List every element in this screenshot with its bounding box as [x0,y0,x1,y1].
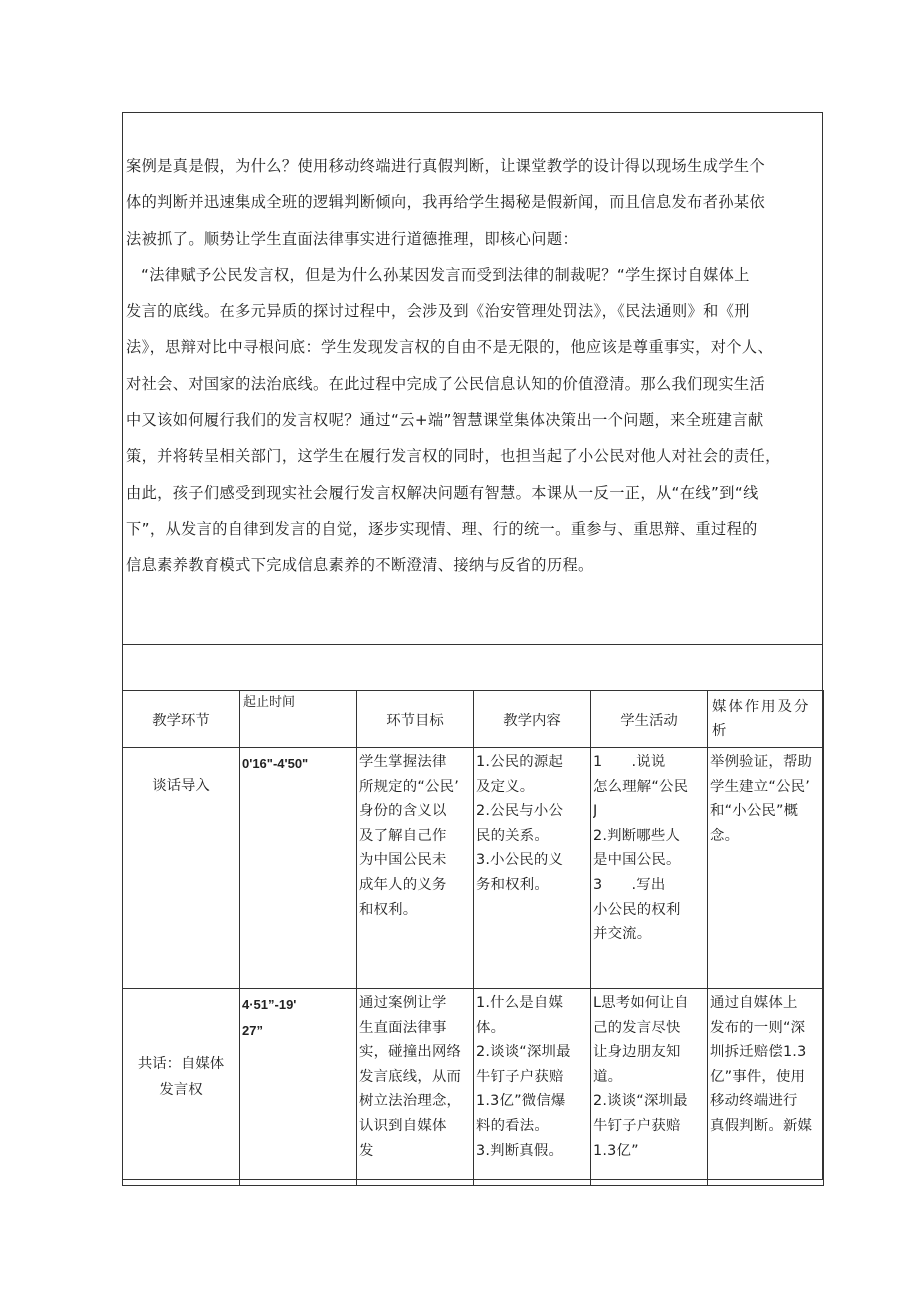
cell-line: 民的关系。 [476,827,549,844]
cell-line: 通过自媒体上 [710,995,798,1011]
paragraph-line: 下”，从发言的自律到发言的自觉，逐步实现情、理、行的统一。重参与、重思辩、重过程的 [126,519,758,538]
cell-line: 1.3亿” [593,1142,639,1159]
cell-line: 真假判断。新媒 [710,1117,813,1134]
cell-line: 发 [359,1142,374,1159]
header-cell: 媒体作用及分析 [708,691,824,748]
cell-line: 1.3亿”微信爆 [476,1093,566,1110]
cell-line: 2.谈谈“深圳最 [476,1044,571,1061]
header-cell: 环节目标 [357,691,474,748]
cell-line: 和“小公民”概 [710,803,799,820]
cell-line: 所规定的“公民’ [359,778,459,795]
cell-line: 实，碰撞出网络 [359,1044,462,1061]
cell-line: 举例验证，帮助 [710,754,813,770]
media-cell [708,748,824,989]
time-line: 0'16"-4'50" [242,756,309,771]
cell-line: L思考如何让自 [593,995,689,1011]
content-cell [474,748,591,989]
time-cell [240,989,357,1186]
cell-line: 1 .说说 [593,754,666,770]
header-cell: 教学内容 [474,691,591,748]
cell-line: 是中国公民。 [593,852,681,869]
cell-line: 并交流。 [593,926,652,943]
cell-line: 学生建立“公民’ [710,778,810,795]
header-cell: 起止时间 [240,691,357,748]
lesson-table [122,690,824,1186]
cell-line: 身份的含义以 [359,803,447,820]
cell-line: 学生掌握法律 [359,754,447,770]
activity-cell [591,748,708,989]
cell-line: 2.公民与小公 [476,803,564,820]
cell-line: 为中国公民未 [359,852,447,869]
goal-cell [357,989,474,1186]
paragraph-line: 体的判断并迅速集成全班的逻辑判断倾向，我再给学生揭秘是假新闻，而且信息发布者孙某依 [126,193,766,212]
cell-line: 发言底线，从而 [359,1068,462,1085]
paragraph-line: 法被抓了。顺势让学生直面法律事实进行道德推理，即核心问题： [126,229,579,248]
section-divider [122,644,823,645]
cell-line: 亿”事件，使用 [710,1068,806,1085]
cell-line: 圳拆迁赔偿1.3 [710,1044,807,1061]
content-cell [474,989,591,1186]
goal-cell [357,748,474,989]
header-cell: 学生活动 [591,691,708,748]
paragraph-line: 中又该如何履行我们的发言权呢？通过“云+端”智慧课堂集体决策出一个问题，来全班建言献 [126,411,764,430]
header-cell: 教学环节 [123,691,240,748]
paragraph-line: 发言的底线。在多元异质的探讨过程中，会涉及到《治安管理处罚法》，《民法通则》和《刑 [126,302,750,321]
cell-line: 及定义。 [476,778,535,795]
cell-line: 树立法治理念， [359,1093,462,1110]
cell-line: 通过案例让学 [359,995,447,1011]
stage-cell: 谈话导入 [123,748,240,989]
time-line: 4·51”-19' [242,997,297,1012]
body-paragraph [126,148,826,584]
time-cell [240,748,357,989]
cell-line: 料的看法。 [476,1117,549,1134]
cell-line: 3.判断真假。 [476,1142,564,1159]
paragraph-line: “法律赋予公民发言权，但是为什么孙某因发言而受到法律的制裁呢？“学生探讨自媒体上 [141,265,750,284]
cell-line: 1.公民的源起 [476,754,564,770]
paragraph-line: 对社会、对国家的法治底线。在此过程中完成了公民信息认知的价值澄清。那么我们现实生活 [126,374,766,393]
cell-line: 小公民的权利 [593,901,681,918]
activity-cell [591,989,708,1186]
cell-line: 务和权利。 [476,876,549,893]
cell-line: 道。 [593,1068,623,1085]
cell-line: 3.小公民的义 [476,852,564,869]
cell-line: 己的发言尽快 [593,1019,681,1036]
paragraph-line: 案例是真是假，为什么？使用移动终端进行真假判断，让课堂教学的设计得以现场生成学生个 [126,157,766,175]
paragraph-line: 信息素养教育模式下完成信息素养的不断澄清、接纳与反省的历程。 [126,556,594,575]
cell-line: 牛钉子户获赔 [593,1117,681,1134]
cell-line: 让身边朋友知 [593,1044,681,1061]
cell-line: 1.什么是自媒 [476,995,564,1011]
table-row [123,989,824,1186]
cell-line: 牛钉子户获赔 [476,1068,564,1085]
paragraph-line: 策，并将转呈相关部门，这学生在履行发言权的同时，也担当起了小公民对他人对社会的责任， [126,447,781,466]
cell-line: 认识到自媒体 [359,1117,447,1134]
cell-line: 生直面法律事 [359,1019,447,1036]
cell-line: 2.判断哪些人 [593,827,681,844]
table-row [123,748,824,989]
cell-line: J [593,803,598,820]
cell-line: 和权利。 [359,901,418,918]
cell-line: 共话：自媒体 [137,1056,225,1072]
media-cell [708,989,824,1186]
cell-line: 体。 [476,1019,506,1036]
cell-line: 念。 [710,827,740,844]
cell-line: 及了解自己作 [359,827,447,844]
cell-line: 2.谈谈“深圳最 [593,1093,688,1110]
cell-line: 成年人的义务 [359,876,447,893]
table-header-row [123,691,824,748]
paragraph-line: 法》，思辩对比中寻根问底：学生发现发言权的自由不是无限的，他应该是尊重事实，对个人、 [126,338,774,357]
paragraph-line: 由此，孩子们感受到现实社会履行发言权解决问题有智慧。本课从一反一正，从“在线”到“线 [126,483,759,502]
cell-line: 发布的一则“深 [710,1019,806,1036]
cell-line: 3 .写出 [593,876,666,893]
stage-cell [123,989,240,1186]
cell-line: 怎么理解“公民 [593,778,689,795]
time-line: 27” [242,1023,263,1038]
cell-line: 发言权 [159,1082,203,1098]
cell-line: 移动终端进行 [710,1093,798,1110]
